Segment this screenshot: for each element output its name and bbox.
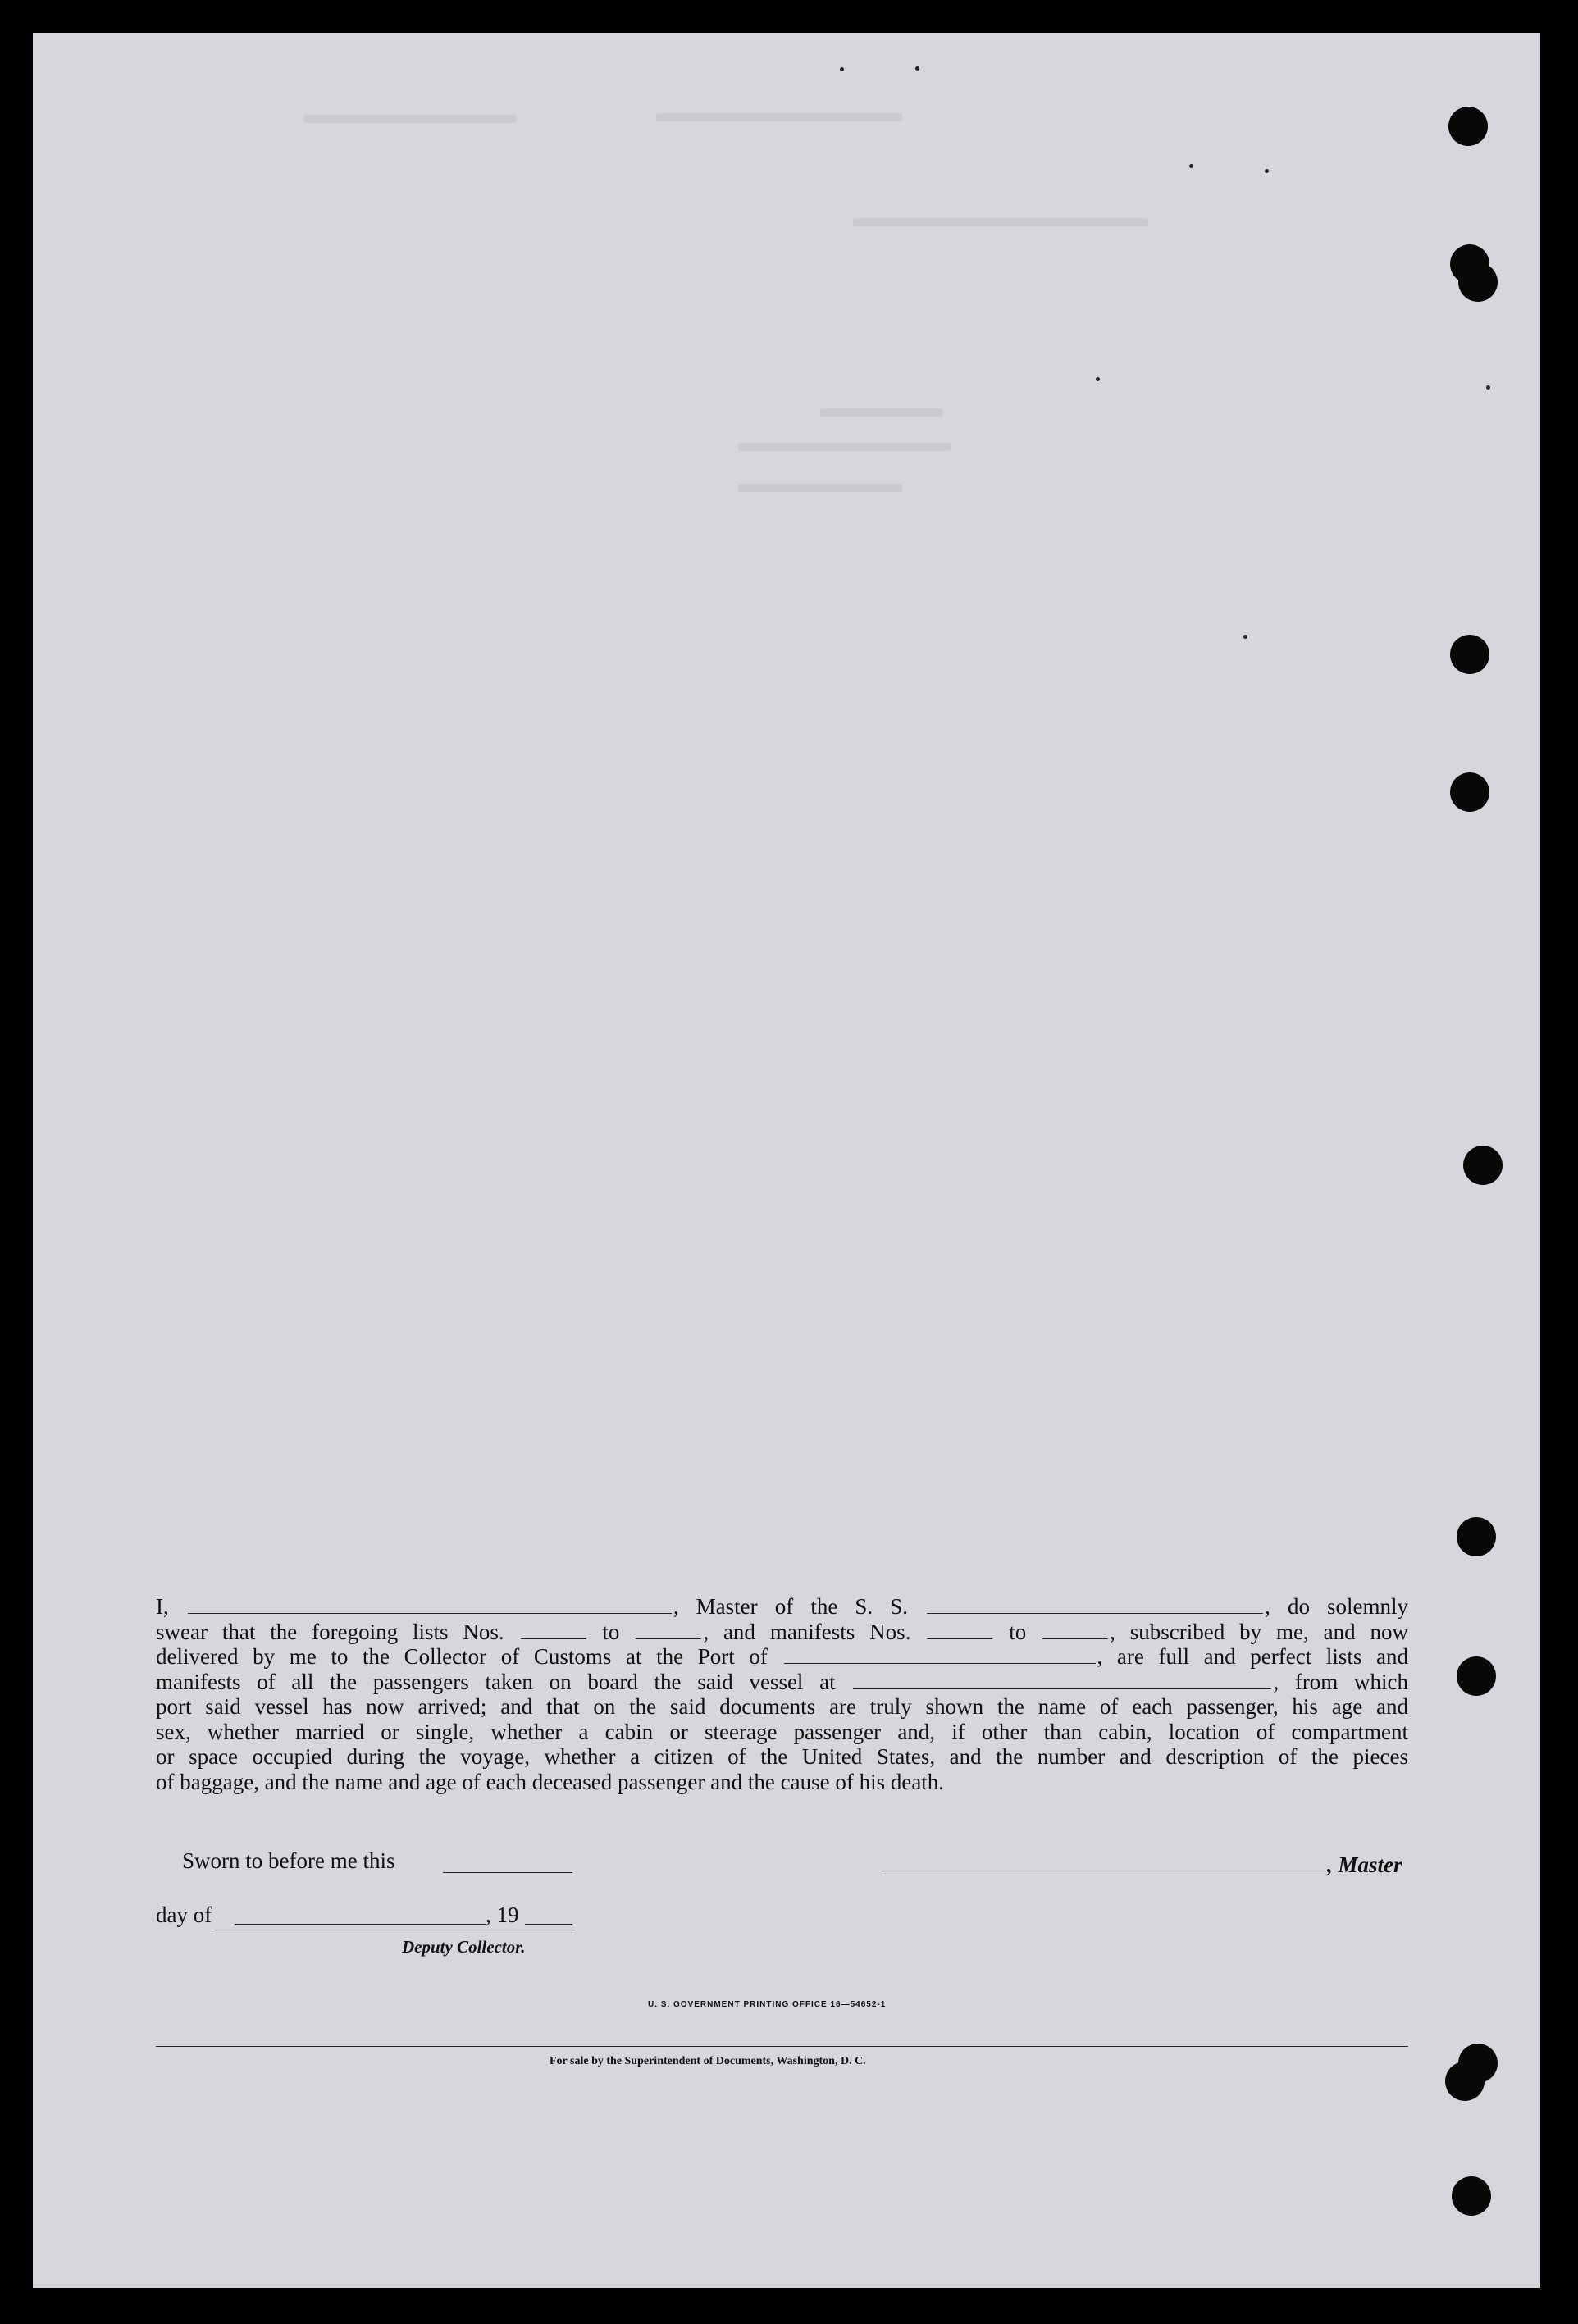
punch-hole bbox=[1457, 1656, 1496, 1696]
swear-text: swear that the foregoing lists Nos. bbox=[156, 1619, 504, 1644]
master-signature-label: , Master bbox=[1327, 1852, 1402, 1877]
master-name-field[interactable] bbox=[188, 1598, 672, 1614]
oath-text: of baggage, and the name and age of each deceased passenger and the cause of his death. bbox=[156, 1769, 945, 1794]
from-which-text: , from which bbox=[1273, 1669, 1409, 1694]
printing-office-imprint: U. S. GOVERNMENT PRINTING OFFICE 16—54652-1 bbox=[648, 2000, 887, 2009]
do-solemnly-text: , do solemnly bbox=[1265, 1594, 1409, 1619]
delivered-text: delivered by me to the Collector of Customs at the Port of bbox=[156, 1644, 768, 1669]
oath-line-4 bbox=[156, 1670, 1408, 1695]
punch-hole bbox=[1458, 262, 1498, 302]
bleed-through-mark bbox=[656, 113, 902, 121]
speck bbox=[1265, 169, 1269, 173]
form-page bbox=[33, 33, 1540, 2288]
punch-hole bbox=[1445, 2062, 1485, 2101]
master-of-text: , Master of the S. S. bbox=[673, 1594, 909, 1619]
manifests-to-field[interactable] bbox=[1042, 1624, 1108, 1639]
oath-text: port said vessel has now arrived; and that on the said documents are truly shown the name of each passenger, his age and bbox=[156, 1694, 1408, 1719]
punch-hole bbox=[1448, 107, 1488, 146]
speck bbox=[840, 67, 844, 71]
punch-hole bbox=[1450, 772, 1489, 812]
oath-text: sex, whether married or single, whether a cabin or steerage passenger and, if other than cabin, location of compartment bbox=[156, 1719, 1408, 1744]
speck bbox=[915, 66, 919, 71]
oath-line-5 bbox=[156, 1694, 1408, 1720]
sworn-before-label: Sworn to before me this bbox=[182, 1848, 395, 1873]
manifests-from-field[interactable] bbox=[927, 1624, 992, 1639]
bleed-through-mark bbox=[820, 408, 943, 417]
footer-rule bbox=[156, 2046, 1408, 2047]
sworn-date-field[interactable] bbox=[443, 1872, 572, 1873]
punch-hole bbox=[1452, 2176, 1491, 2216]
oath-text: or space occupied during the voyage, whether a citizen of the United States, and the number and description of the pieces bbox=[156, 1744, 1408, 1769]
oath-i-text: I, bbox=[156, 1594, 169, 1619]
to-text: to bbox=[602, 1619, 620, 1644]
month-field[interactable] bbox=[235, 1924, 486, 1925]
oath-line-1 bbox=[156, 1594, 1408, 1620]
manifests-all-text: manifests of all the passengers taken on board the said vessel at bbox=[156, 1669, 836, 1694]
bleed-through-mark bbox=[303, 115, 517, 123]
subscribed-text: , subscribed by me, and now bbox=[1110, 1619, 1409, 1644]
year-prefix-label: , 19 bbox=[486, 1902, 519, 1927]
speck bbox=[1243, 635, 1247, 639]
to-text: to bbox=[1009, 1619, 1027, 1644]
full-perfect-text: , are full and perfect lists and bbox=[1097, 1644, 1408, 1669]
day-of-label: day of bbox=[156, 1902, 212, 1927]
year-field[interactable] bbox=[525, 1924, 572, 1925]
port-of-departure-field[interactable] bbox=[853, 1674, 1271, 1689]
oath-line-3 bbox=[156, 1644, 1408, 1670]
master-oath bbox=[156, 1594, 1408, 1794]
oath-line-7 bbox=[156, 1744, 1408, 1770]
oath-line-2 bbox=[156, 1620, 1408, 1645]
lists-from-field[interactable] bbox=[521, 1624, 586, 1639]
punch-hole bbox=[1450, 635, 1489, 674]
lists-to-field[interactable] bbox=[636, 1624, 701, 1639]
manifests-text: , and manifests Nos. bbox=[703, 1619, 911, 1644]
punch-hole bbox=[1457, 1517, 1496, 1556]
oath-line-8 bbox=[156, 1770, 1408, 1795]
punch-hole bbox=[1463, 1146, 1503, 1185]
bleed-through-mark bbox=[738, 484, 902, 492]
speck bbox=[1486, 385, 1490, 390]
speck bbox=[1189, 164, 1193, 168]
port-of-arrival-field[interactable] bbox=[784, 1648, 1096, 1664]
bleed-through-mark bbox=[738, 443, 951, 451]
bleed-through-mark bbox=[853, 218, 1148, 226]
deputy-collector-label: Deputy Collector. bbox=[402, 1937, 526, 1957]
speck bbox=[1096, 377, 1100, 381]
vessel-name-field[interactable] bbox=[927, 1598, 1263, 1614]
oath-line-6 bbox=[156, 1720, 1408, 1745]
sale-notice: For sale by the Superintendent of Documents, Washington, D. C. bbox=[550, 2055, 866, 2067]
